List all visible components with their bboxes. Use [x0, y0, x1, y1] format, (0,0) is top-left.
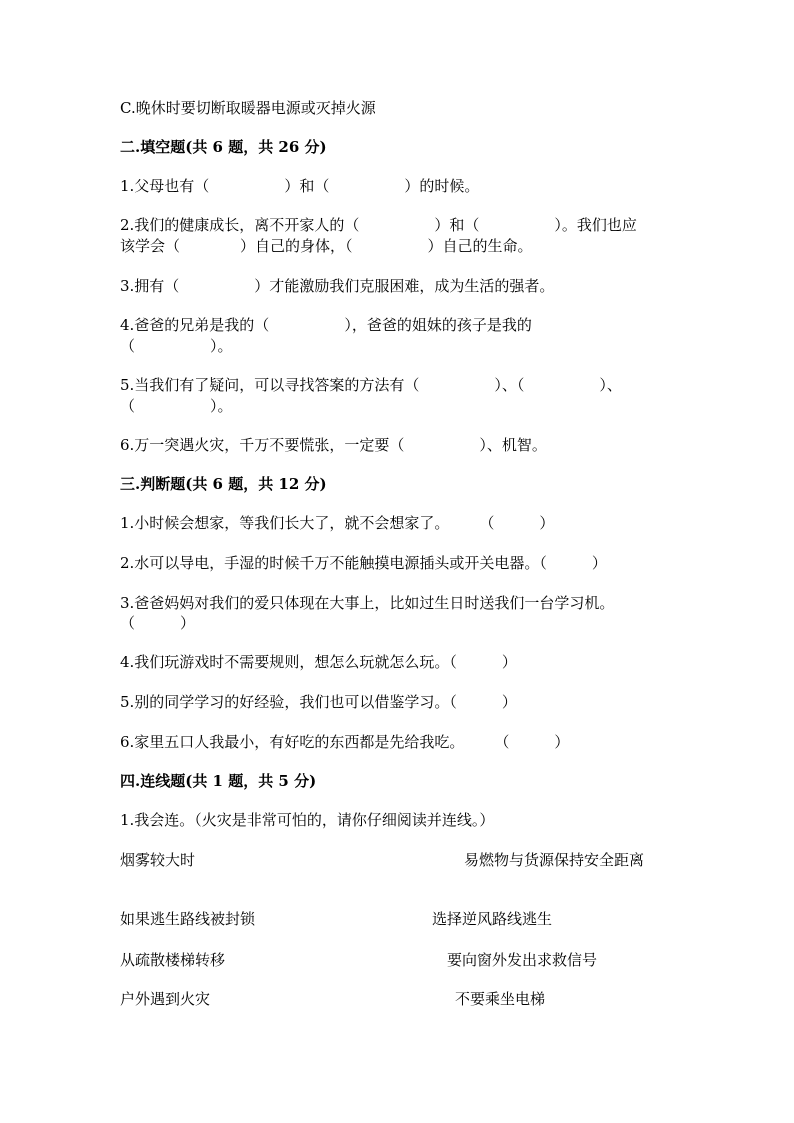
judge-q5: 5.别的同学学习的好经验，我们也可以借鉴学习。（ ）: [120, 693, 517, 711]
judge-q3-line2: （ ）: [120, 614, 196, 632]
match-right-item: 选择逆风路线逃生: [432, 910, 553, 928]
fill-q3: 3.拥有（ ）才能激励我们克服困难，成为生活的强者。: [120, 277, 555, 295]
match-left-item: 户外遇到火灾: [120, 990, 211, 1008]
judge-q6: 6.家里五口人我最小，有好吃的东西都是先给我吃。 （ ）: [120, 733, 570, 751]
judge-q4: 4.我们玩游戏时不需要规则，想怎么玩就怎么玩。（ ）: [120, 653, 517, 671]
match-left-item: 如果逃生路线被封锁: [120, 910, 256, 928]
section3-heading: 三.判断题(共 6 题，共 12 分): [120, 475, 327, 493]
fill-q4-line2: （ ）。: [120, 337, 233, 355]
judge-q2: 2.水可以导电，手湿的时候千万不能触摸电源插头或开关电器。（ ）: [120, 554, 607, 572]
option-c: C.晚休时要切断取暖器电源或灭掉火源: [120, 99, 376, 117]
match-left-item: 从疏散楼梯转移: [120, 951, 226, 969]
fill-q5-line1: 5.当我们有了疑问，可以寻找答案的方法有（ ）、（ ）、: [120, 376, 622, 394]
judge-q3-line1: 3.爸爸妈妈对我们的爱只体现在大事上，比如过生日时送我们一台学习机。: [120, 594, 615, 612]
section4-heading: 四.连线题(共 1 题，共 5 分): [120, 772, 317, 790]
fill-q6: 6.万一突遇火灾，千万不要慌张，一定要（ ）、机智。: [120, 436, 547, 454]
judge-q1: 1.小时候会想家，等我们长大了，就不会想家了。 （ ）: [120, 514, 555, 532]
section2-heading: 二.填空题(共 6 题，共 26 分): [120, 138, 327, 156]
match-right-item: 要向窗外发出求救信号: [447, 951, 598, 969]
fill-q1: 1.父母也有（ ）和（ ）的时候。: [120, 177, 480, 195]
match-left-item: 烟雾较大时: [120, 851, 196, 869]
match-right-item: 易燃物与货源保持安全距离: [464, 851, 645, 869]
match-q1: 1.我会连。（火灾是非常可怕的，请你仔细阅读并连线。）: [120, 811, 495, 829]
fill-q4-line1: 4.爸爸的兄弟是我的（ ），爸爸的姐妹的孩子是我的: [120, 316, 532, 334]
fill-q5-line2: （ ）。: [120, 397, 233, 415]
fill-q2-line1: 2.我们的健康成长，离不开家人的（ ）和（ ）。我们也应: [120, 216, 637, 234]
fill-q2-line2: 该学会（ ）自己的身体，（ ）自己的生命。: [120, 237, 533, 255]
match-right-item: 不要乘坐电梯: [455, 990, 546, 1008]
